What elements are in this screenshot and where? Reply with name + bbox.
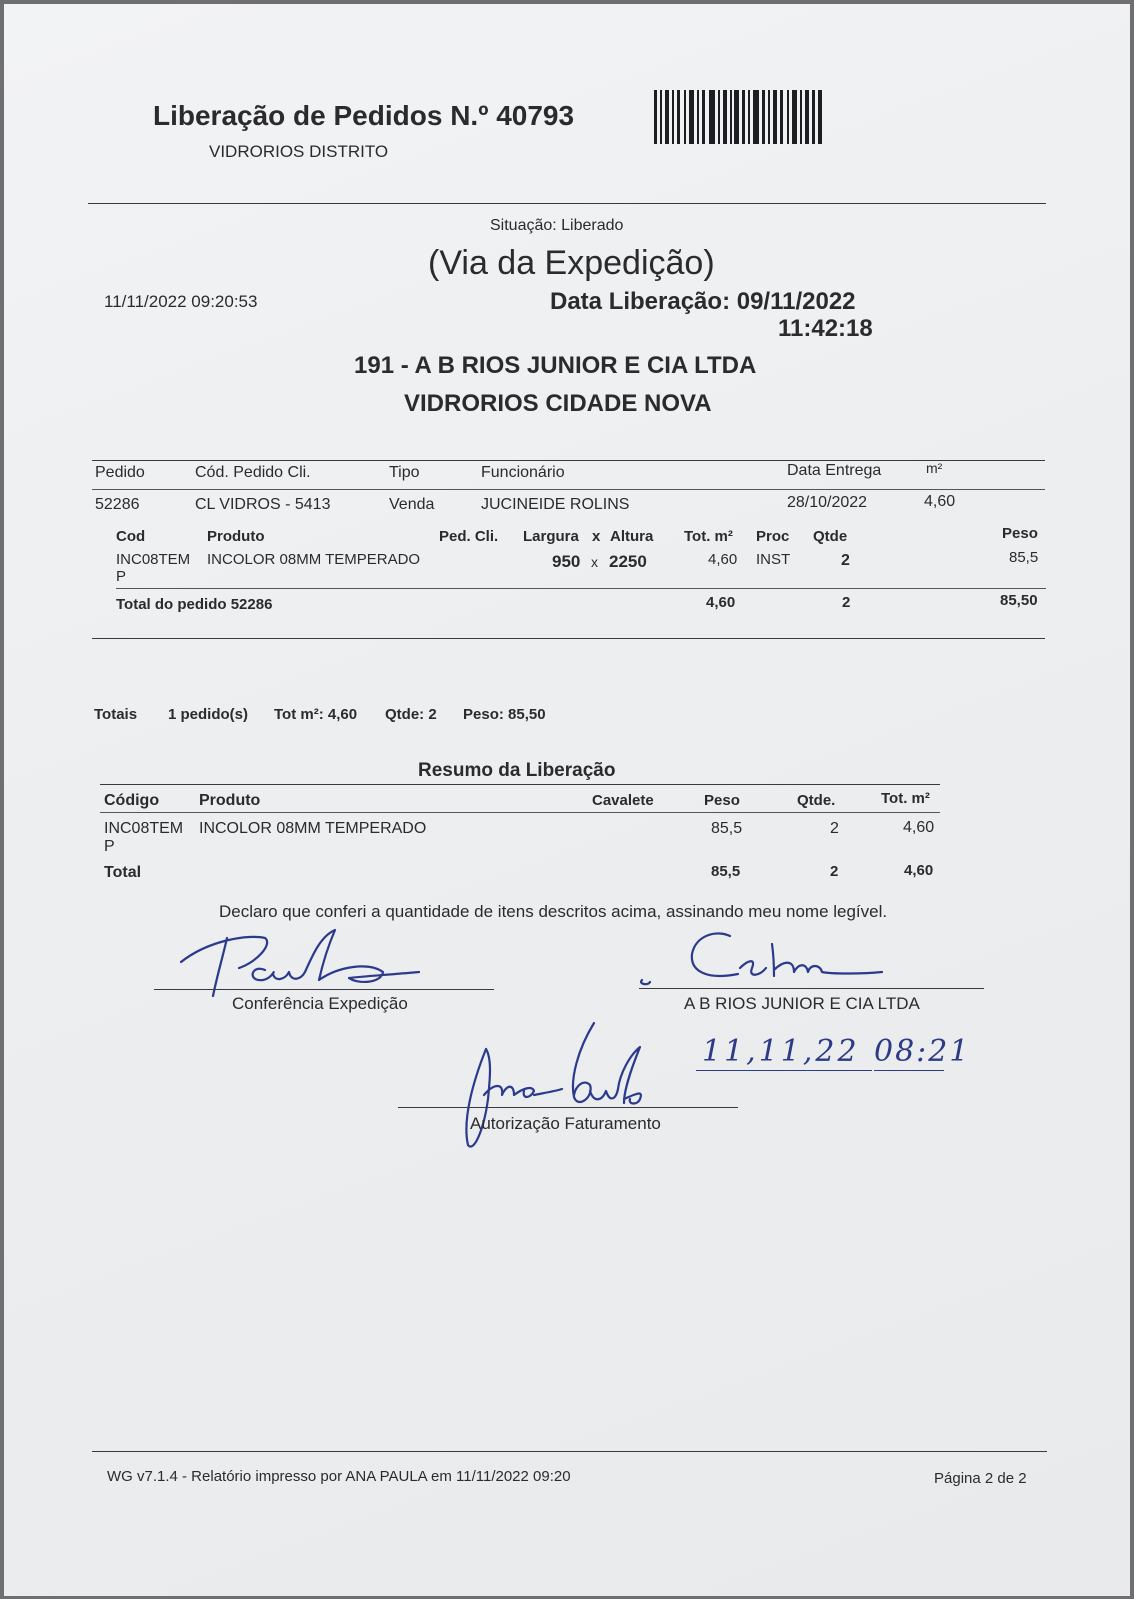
- handwritten-date-underline: [696, 1070, 872, 1071]
- client-signature-line: [639, 988, 984, 989]
- copy-type: (Via da Expedição): [428, 244, 715, 282]
- release-time: 11:42:18: [778, 315, 873, 342]
- summary-col-produto: Produto: [199, 792, 261, 809]
- declaration-text: Declaro que conferi a quantidade de itens descritos acima, assinando meu nome legível.: [219, 902, 888, 921]
- order-m2: 4,60: [924, 493, 956, 510]
- item-total-rule: [116, 588, 1046, 589]
- handwritten-date: 11,11,22: [702, 1034, 860, 1069]
- item-col-peso: Peso: [1002, 525, 1038, 542]
- totals-qty: Qtde: 2: [385, 706, 437, 723]
- item-col-tot-m2: Tot. m²: [684, 528, 733, 545]
- handwritten-time-underline: [874, 1070, 944, 1071]
- item-width: 950: [552, 552, 581, 571]
- release-date: Data Liberação: 09/11/2022: [550, 288, 856, 315]
- summary-col-cavalete: Cavalete: [592, 792, 654, 809]
- autorizacao-signature-line: [398, 1107, 738, 1108]
- totals-order-count: 1 pedido(s): [168, 706, 249, 723]
- conferencia-label: Conferência Expedição: [232, 994, 408, 1013]
- item-col-cod: Cod: [116, 528, 146, 545]
- summary-col-tot-m2: Tot. m²: [881, 790, 930, 807]
- summary-total-m2: 4,60: [904, 862, 934, 879]
- summary-code-line1: INC08TEM: [104, 820, 184, 837]
- summary-total-qty: 2: [830, 863, 839, 880]
- col-tipo: Tipo: [389, 464, 420, 481]
- order-number: 52286: [95, 496, 140, 513]
- summary-m2: 4,60: [903, 819, 935, 836]
- summary-weight: 85,5: [711, 820, 743, 837]
- summary-header-rule: [100, 812, 940, 813]
- client-branch: VIDRORIOS CIDADE NOVA: [404, 390, 712, 417]
- summary-qty: 2: [830, 820, 839, 837]
- employee-name: JUCINEIDE ROLINS: [481, 496, 630, 513]
- issuer-company: VIDRORIOS DISTRITO: [209, 142, 389, 161]
- order-header-rule: [92, 489, 1045, 490]
- item-dimension-x: x: [591, 554, 598, 570]
- totals-label: Totais: [94, 706, 138, 723]
- document-page: [4, 4, 1130, 1596]
- summary-product: INCOLOR 08MM TEMPERADO: [199, 820, 427, 837]
- order-total-weight: 85,50: [1000, 592, 1038, 609]
- conferencia-signature-line: [154, 989, 494, 990]
- document-title: Liberação de Pedidos N.º 40793: [153, 100, 575, 131]
- col-funcionario: Funcionário: [481, 464, 565, 481]
- item-code-line1: INC08TEM: [116, 551, 191, 568]
- order-total-qty: 2: [842, 594, 851, 611]
- col-cod-pedido-cli: Cód. Pedido Cli.: [195, 464, 311, 481]
- summary-col-qtde: Qtde.: [797, 792, 836, 809]
- header-divider: [88, 203, 1046, 204]
- order-total-label: Total do pedido 52286: [116, 596, 273, 613]
- summary-col-codigo: Código: [104, 792, 160, 809]
- footer-divider: [92, 1451, 1047, 1452]
- item-proc: INST: [756, 551, 791, 568]
- item-product: INCOLOR 08MM TEMPERADO: [207, 551, 421, 568]
- item-col-x: x: [592, 528, 601, 545]
- summary-top-rule: [100, 784, 940, 785]
- item-height: 2250: [609, 552, 647, 571]
- order-table-bottom-rule: [92, 638, 1045, 639]
- item-col-largura: Largura: [523, 528, 579, 545]
- paula-signature: [169, 922, 429, 1002]
- client-order-code: CL VIDROS - 5413: [195, 496, 331, 513]
- client-name: 191 - A B RIOS JUNIOR E CIA LTDA: [354, 352, 757, 379]
- barcode: [654, 90, 824, 144]
- printed-timestamp: 11/11/2022 09:20:53: [104, 292, 258, 311]
- summary-col-peso: Peso: [704, 792, 740, 809]
- handwritten-time: 08:21: [874, 1034, 971, 1069]
- item-col-altura: Altura: [610, 528, 654, 545]
- order-total-m2: 4,60: [706, 594, 736, 611]
- footer-printed-by: WG v7.1.4 - Relatório impresso por ANA PAULA em 11/11/2022 09:20: [107, 1468, 571, 1485]
- item-col-ped-cli: Ped. Cli.: [439, 528, 499, 545]
- col-m2: m²: [926, 460, 943, 476]
- autorizacao-label: Autorização Faturamento: [470, 1114, 661, 1133]
- item-col-produto: Produto: [207, 528, 265, 545]
- client-signature-label: A B RIOS JUNIOR E CIA LTDA: [684, 994, 920, 1013]
- delivery-date: 28/10/2022: [787, 494, 868, 511]
- order-type: Venda: [389, 496, 435, 513]
- item-qty: 2: [841, 552, 850, 569]
- summary-total-label: Total: [104, 864, 142, 881]
- item-col-qtde: Qtde: [813, 528, 848, 545]
- client-signature: [634, 924, 894, 994]
- item-col-proc: Proc: [756, 528, 790, 545]
- summary-code-line2: P: [104, 838, 115, 855]
- item-code-line2: P: [116, 568, 127, 585]
- col-data-entrega: Data Entrega: [787, 462, 882, 479]
- order-table-top-rule: [92, 460, 1045, 461]
- totals-m2: Tot m²: 4,60: [274, 706, 358, 723]
- item-tot-m2: 4,60: [708, 551, 738, 568]
- summary-title: Resumo da Liberação: [418, 760, 616, 781]
- totals-weight: Peso: 85,50: [463, 706, 546, 723]
- footer-page-number: Página 2 de 2: [934, 1470, 1027, 1487]
- situation-status: Situação: Liberado: [490, 217, 624, 234]
- item-weight: 85,5: [1009, 549, 1039, 566]
- summary-total-weight: 85,5: [711, 863, 741, 880]
- col-pedido: Pedido: [95, 464, 145, 481]
